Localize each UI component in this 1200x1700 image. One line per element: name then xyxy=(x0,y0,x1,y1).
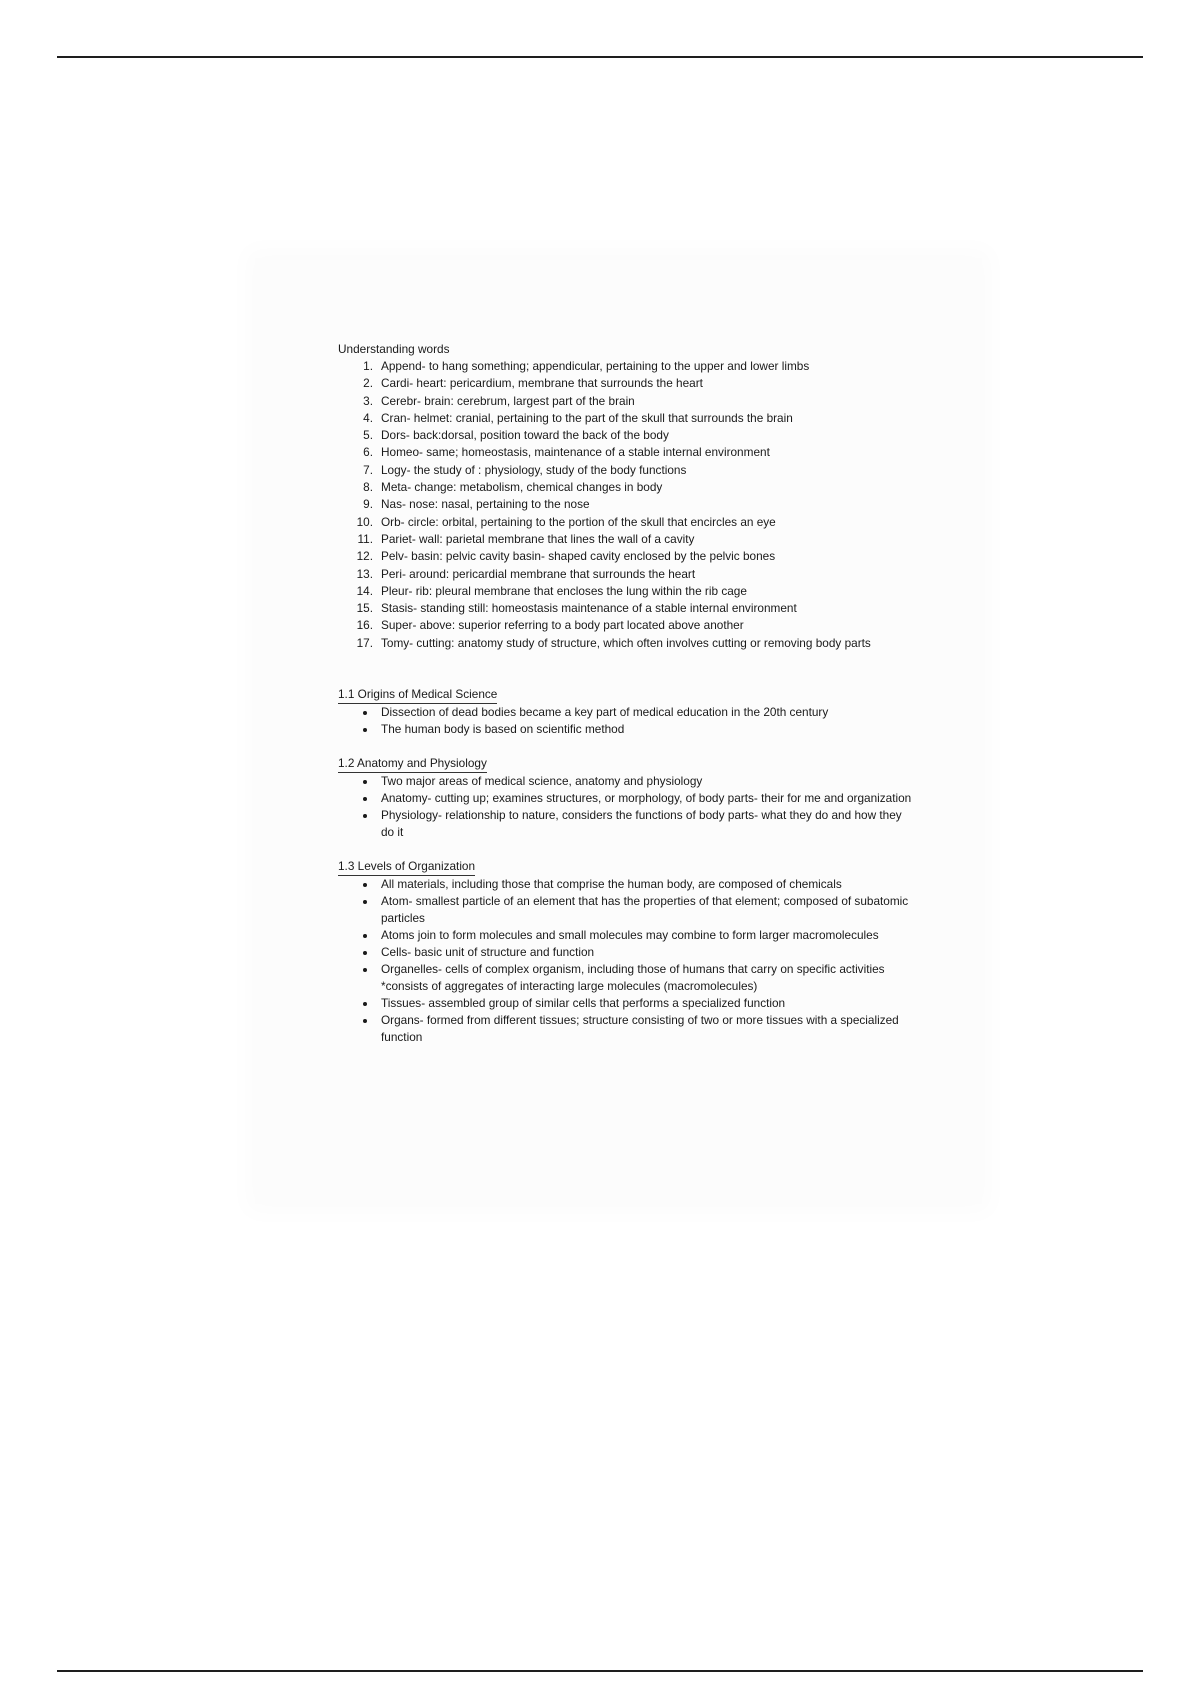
bullet-icon xyxy=(363,797,367,801)
bullet-icon xyxy=(363,951,367,955)
bullet-text: Physiology- relationship to nature, considers the functions of body parts- what they do and how they do it xyxy=(381,808,902,840)
list-number: 14. xyxy=(356,583,373,598)
word-list-item xyxy=(338,358,918,375)
bullet-text: Cells- basic unit of structure and function xyxy=(381,945,595,960)
bullet-item xyxy=(338,944,918,961)
word-definition: Cerebr- brain: cerebrum, largest part of the brain xyxy=(381,393,635,408)
bullet-item xyxy=(338,995,918,1012)
topic-section xyxy=(338,858,918,1046)
understanding-words-heading: Understanding words xyxy=(338,342,450,356)
list-number: 6. xyxy=(363,445,373,460)
list-number: 3. xyxy=(363,393,373,408)
bullet-item xyxy=(338,1012,918,1046)
bullet-text: Organelles- cells of complex organism, including those of humans that carry on specific activities *consists of aggregates of interacting large molecules (macromolecules) xyxy=(381,962,885,994)
word-definition: Stasis- standing still: homeostasis maintenance of a stable internal environment xyxy=(381,601,797,616)
word-list-item xyxy=(338,566,918,583)
word-definition: Peri- around: pericardial membrane that surrounds the heart xyxy=(381,566,696,581)
word-list-item xyxy=(338,462,918,479)
word-definition: Super- above: superior referring to a body part located above another xyxy=(381,618,744,633)
bullet-text: Two major areas of medical science, anatomy and physiology xyxy=(381,774,703,789)
word-definition: Cran- helmet: cranial, pertaining to the part of the skull that surrounds the brain xyxy=(381,410,793,425)
bullet-text: All materials, including those that comprise the human body, are composed of chemicals xyxy=(381,877,842,892)
list-number: 16. xyxy=(356,618,373,633)
word-list-item xyxy=(338,427,918,444)
bullet-icon xyxy=(363,780,367,784)
word-list xyxy=(338,358,918,652)
bullet-text: The human body is based on scientific method xyxy=(381,722,625,737)
word-definition: Meta- change: metabolism, chemical changes in body xyxy=(381,480,663,495)
bullet-text: Dissection of dead bodies became a key part of medical education in the 20th century xyxy=(381,705,829,720)
list-number: 9. xyxy=(363,497,373,512)
word-list-item xyxy=(338,548,918,565)
list-number: 5. xyxy=(363,428,373,443)
document-content xyxy=(338,341,918,1046)
word-definition: Homeo- same; homeostasis, maintenance of a stable internal environment xyxy=(381,445,770,460)
list-number: 7. xyxy=(363,462,373,477)
bullet-item xyxy=(338,876,918,893)
list-number: 15. xyxy=(356,601,373,616)
bullet-item xyxy=(338,773,918,790)
bullet-icon xyxy=(363,711,367,715)
word-definition: Orb- circle: orbital, pertaining to the portion of the skull that encircles an eye xyxy=(381,514,776,529)
bullet-list xyxy=(338,876,918,1046)
bullet-item xyxy=(338,807,918,841)
word-list-item xyxy=(338,496,918,513)
word-list-item xyxy=(338,410,918,427)
bullet-text: Atoms join to form molecules and small molecules may combine to form larger macromolecules xyxy=(381,928,879,943)
list-number: 12. xyxy=(356,549,373,564)
bottom-rule xyxy=(57,1670,1143,1672)
bullet-icon xyxy=(363,883,367,887)
word-definition: Tomy- cutting: anatomy study of structure, which often involves cutting or removing body parts xyxy=(381,635,871,650)
list-number: 8. xyxy=(363,480,373,495)
bullet-item xyxy=(338,927,918,944)
bullet-icon xyxy=(363,968,367,972)
word-list-item xyxy=(338,617,918,634)
bullet-text: Tissues- assembled group of similar cells that performs a specialized function xyxy=(381,996,786,1011)
section-spacer xyxy=(338,652,918,686)
bullet-text: Anatomy- cutting up; examines structures, or morphology, of body parts- their for me and organization xyxy=(381,791,912,806)
bullet-icon xyxy=(363,814,367,818)
list-number: 13. xyxy=(356,566,373,581)
bullet-item xyxy=(338,790,918,807)
word-definition: Nas- nose: nasal, pertaining to the nose xyxy=(381,497,590,512)
list-number: 10. xyxy=(356,514,373,529)
section-heading: 1.1 Origins of Medical Science xyxy=(338,687,497,704)
topic-section xyxy=(338,686,918,738)
bullet-text: Organs- formed from different tissues; structure consisting of two or more tissues with a specialized function xyxy=(381,1013,899,1045)
understanding-words-section xyxy=(338,341,918,652)
section-spacer xyxy=(338,841,918,858)
topic-section xyxy=(338,755,918,841)
bullet-icon xyxy=(363,1019,367,1023)
list-number: 1. xyxy=(363,359,373,373)
bullet-item xyxy=(338,721,918,738)
list-number: 2. xyxy=(363,376,373,391)
word-definition: Pleur- rib: pleural membrane that encloses the lung within the rib cage xyxy=(381,583,747,598)
section-heading: 1.3 Levels of Organization xyxy=(338,859,475,876)
word-definition: Pelv- basin: pelvic cavity basin- shaped cavity enclosed by the pelvic bones xyxy=(381,549,776,564)
bullet-icon xyxy=(363,900,367,904)
bullet-icon xyxy=(363,728,367,732)
word-list-item xyxy=(338,514,918,531)
bullet-list xyxy=(338,773,918,841)
word-definition: Append- to hang something; appendicular, pertaining to the upper and lower limbs xyxy=(381,359,810,373)
section-spacer xyxy=(338,738,918,755)
bullet-item xyxy=(338,893,918,927)
word-list-item xyxy=(338,635,918,652)
bullet-icon xyxy=(363,934,367,938)
word-definition: Pariet- wall: parietal membrane that lines the wall of a cavity xyxy=(381,531,695,546)
list-number: 17. xyxy=(356,635,373,650)
bullet-text: Atom- smallest particle of an element that has the properties of that element; composed of subatomic particles xyxy=(381,894,909,926)
bullet-item xyxy=(338,961,918,995)
list-number: 4. xyxy=(363,410,373,425)
word-definition: Cardi- heart: pericardium, membrane that surrounds the heart xyxy=(381,376,703,391)
bullet-list xyxy=(338,704,918,738)
section-heading: 1.2 Anatomy and Physiology xyxy=(338,756,487,773)
top-rule xyxy=(57,56,1143,58)
word-list-item xyxy=(338,479,918,496)
word-list-item xyxy=(338,531,918,548)
word-list-item xyxy=(338,444,918,461)
word-definition: Dors- back:dorsal, position toward the back of the body xyxy=(381,428,669,443)
word-list-item xyxy=(338,375,918,392)
bullet-item xyxy=(338,704,918,721)
topic-sections xyxy=(338,652,918,1046)
word-definition: Logy- the study of : physiology, study of the body functions xyxy=(381,462,687,477)
list-number: 11. xyxy=(357,531,373,546)
word-list-item xyxy=(338,600,918,617)
word-list-item xyxy=(338,393,918,410)
bullet-icon xyxy=(363,1002,367,1006)
word-list-item xyxy=(338,583,918,600)
